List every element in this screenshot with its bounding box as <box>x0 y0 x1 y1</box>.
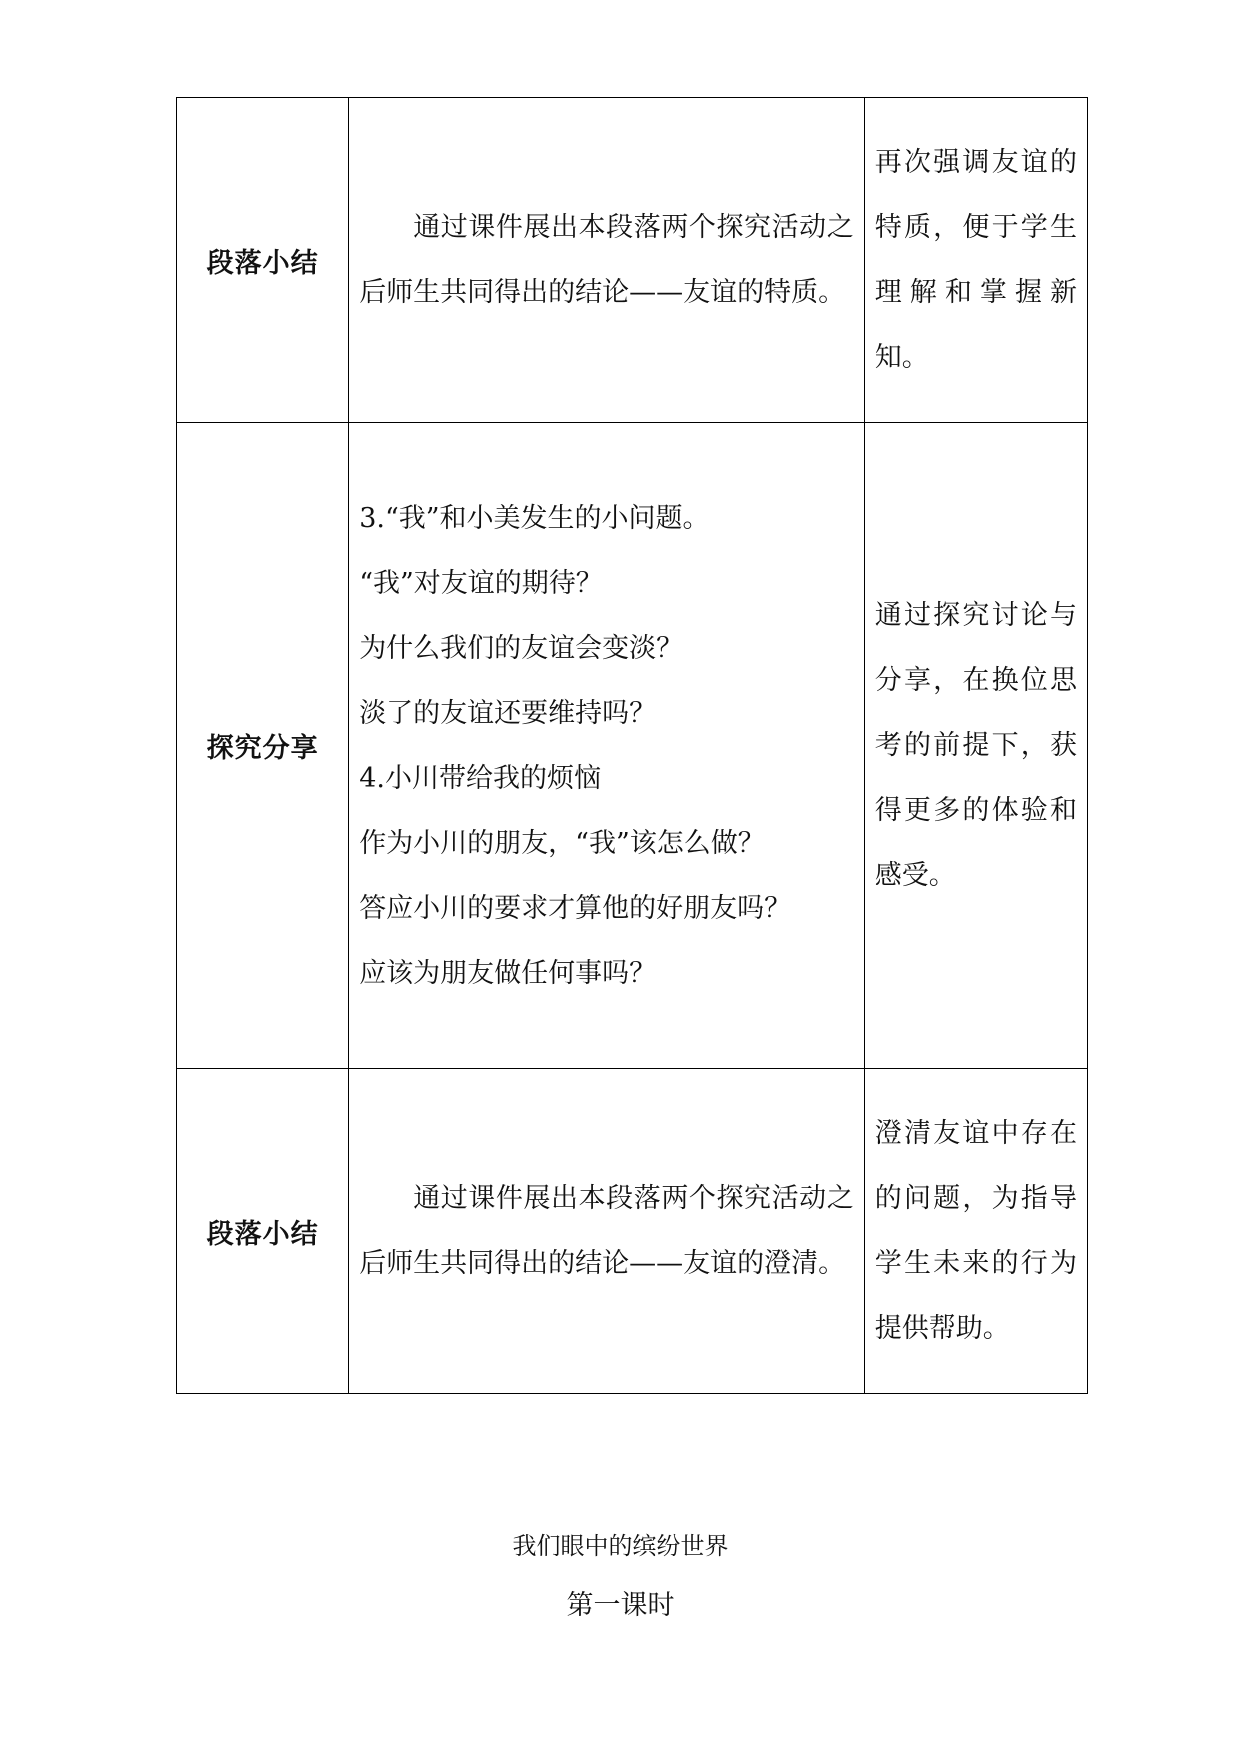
design-purpose <box>864 98 1087 423</box>
table-row <box>177 98 1088 423</box>
activity-paragraph: 通过课件展出本段落两个探究活动之后师生共同得出的结论——友谊的澄清。 <box>359 1183 854 1279</box>
lesson-plan-table <box>176 97 1088 1394</box>
activity-content <box>349 98 865 423</box>
activity-line: “我”对友谊的期待？ <box>359 567 603 599</box>
design-purpose <box>864 423 1087 1069</box>
activity-line: 3.“我”和小美发生的小问题。 <box>359 502 710 534</box>
activity-content <box>349 1069 865 1394</box>
stage-label: 段落小结 <box>177 98 349 423</box>
section-title: 我们眼中的缤纷世界 <box>512 1532 729 1560</box>
table-row <box>177 423 1088 1069</box>
design-purpose <box>864 1069 1087 1394</box>
activity-content <box>349 423 865 1069</box>
activity-line: 作为小川的朋友，“我”该怎么做？ <box>359 827 765 859</box>
activity-line: 应该为朋友做任何事吗？ <box>359 957 657 989</box>
activity-paragraph: 通过课件展出本段落两个探究活动之后师生共同得出的结论——友谊的特质。 <box>359 212 854 308</box>
purpose-text: 澄清友谊中存在的问题，为指导学生未来的行为提供帮助。 <box>874 1118 1077 1344</box>
purpose-text: 通过探究讨论与分享，在换位思考的前提下，获得更多的体验和感受。 <box>874 600 1077 891</box>
activity-line: 4.小川带给我的烦恼 <box>359 762 601 794</box>
activity-line: 为什么我们的友谊会变淡？ <box>359 632 684 664</box>
stage-label: 探究分享 <box>177 423 349 1069</box>
lesson-subtitle: 第一课时 <box>566 1590 675 1621</box>
activity-line: 淡了的友谊还要维持吗？ <box>359 697 657 729</box>
activity-line: 答应小川的要求才算他的好朋友吗？ <box>359 892 792 924</box>
purpose-text: 再次强调友谊的特质，便于学生理解和掌握新知。 <box>874 147 1077 373</box>
stage-label: 段落小结 <box>177 1069 349 1394</box>
table-row <box>177 1069 1088 1394</box>
